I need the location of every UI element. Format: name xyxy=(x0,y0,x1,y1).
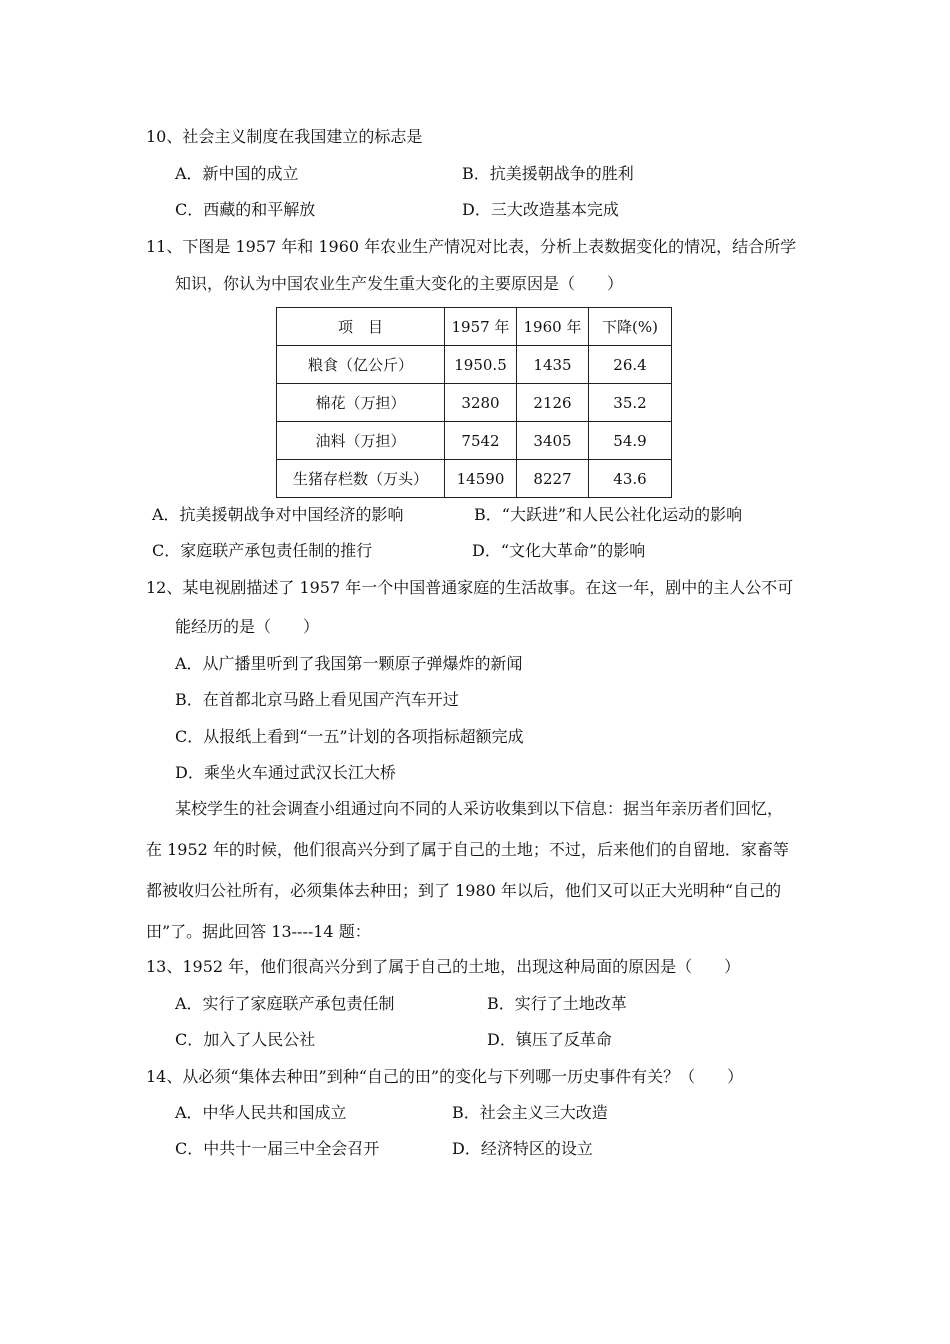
agri-production-table xyxy=(276,307,672,498)
table-cell: 粮食（亿公斤） xyxy=(277,346,445,384)
q10-option-d: D．三大改造基本完成 xyxy=(462,200,619,219)
q11-option-b: B．“大跃进”和人民公社化运动的影响 xyxy=(474,505,743,524)
table-row xyxy=(277,346,672,384)
table-cell: 棉花（万担） xyxy=(277,384,445,422)
table-header-1957: 1957 年 xyxy=(445,308,517,346)
q11-option-a: A．抗美援朝战争对中国经济的影响 xyxy=(152,505,404,524)
q11-option-d: D．“文化大革命”的影响 xyxy=(472,541,646,560)
table-cell: 生猪存栏数（万头） xyxy=(277,460,445,498)
table-cell: 54.9 xyxy=(589,422,672,460)
q11-stem-line1: 11、下图是 1957 年和 1960 年农业生产情况对比表，分析上表数据变化的情况，结合所学 xyxy=(146,237,797,256)
q11-stem-line2: 知识，你认为中国农业生产发生重大变化的主要原因是（ ） xyxy=(175,274,624,293)
table-cell: 2126 xyxy=(517,384,589,422)
q14-option-b: B．社会主义三大改造 xyxy=(452,1103,608,1122)
table-cell: 43.6 xyxy=(589,460,672,498)
table-cell: 1435 xyxy=(517,346,589,384)
q11-option-c: C．家庭联产承包责任制的推行 xyxy=(152,541,373,560)
q10-option-b: B．抗美援朝战争的胜利 xyxy=(462,164,634,183)
table-cell: 7542 xyxy=(445,422,517,460)
table-header-row xyxy=(277,308,672,346)
table-cell: 14590 xyxy=(445,460,517,498)
passage-line1: 某校学生的社会调查小组通过向不同的人采访收集到以下信息：据当年亲历者们回忆， xyxy=(175,799,784,818)
q10-option-c: C．西藏的和平解放 xyxy=(175,200,316,219)
q14-option-d: D．经济特区的设立 xyxy=(452,1139,593,1158)
q14-stem: 14、从必须“集体去种田”到种“自己的田”的变化与下列哪一历史事件有关？（ ） xyxy=(146,1067,744,1086)
passage-line2: 在 1952 年的时候，他们很高兴分到了属于自己的土地；不过，后来他们的自留地．家畜等 xyxy=(146,840,789,859)
q12-option-c: C．从报纸上看到“一五”计划的各项指标超额完成 xyxy=(175,727,524,746)
table-row xyxy=(277,384,672,422)
q10-stem: 10、社会主义制度在我国建立的标志是 xyxy=(146,127,423,146)
table-row xyxy=(277,422,672,460)
q13-option-b: B．实行了土地改革 xyxy=(487,994,627,1013)
table-header-item: 项 目 xyxy=(277,308,445,346)
table-cell: 油料（万担） xyxy=(277,422,445,460)
table-header-1960: 1960 年 xyxy=(517,308,589,346)
table-row xyxy=(277,460,672,498)
table-cell: 1950.5 xyxy=(445,346,517,384)
q13-stem: 13、1952 年，他们很高兴分到了属于自己的土地，出现这种局面的原因是（ ） xyxy=(146,957,741,976)
q12-option-b: B．在首都北京马路上看见国产汽车开过 xyxy=(175,690,459,709)
q14-option-c: C．中共十一届三中全会召开 xyxy=(175,1139,380,1158)
table-cell: 8227 xyxy=(517,460,589,498)
q10-option-a: A．新中国的成立 xyxy=(175,164,299,183)
table-cell: 3405 xyxy=(517,422,589,460)
table-cell: 3280 xyxy=(445,384,517,422)
table-cell: 26.4 xyxy=(589,346,672,384)
q14-option-a: A．中华人民共和国成立 xyxy=(175,1103,347,1122)
table-cell: 35.2 xyxy=(589,384,672,422)
q12-stem-line1: 12、某电视剧描述了 1957 年一个中国普通家庭的生活故事。在这一年，剧中的主人公不可 xyxy=(146,578,794,597)
table-header-decline: 下降(%) xyxy=(589,308,672,346)
q13-option-a: A．实行了家庭联产承包责任制 xyxy=(175,994,395,1013)
passage-line3: 都被收归公社所有，必须集体去种田；到了 1980 年以后，他们又可以正大光明种“自己的 xyxy=(146,881,782,900)
passage-line4: 田”了。据此回答 13----14 题： xyxy=(146,922,371,941)
q12-option-a: A．从广播里听到了我国第一颗原子弹爆炸的新闻 xyxy=(175,654,523,673)
q12-stem-line2: 能经历的是（ ） xyxy=(175,617,320,636)
q13-option-c: C．加入了人民公社 xyxy=(175,1030,316,1049)
q13-option-d: D．镇压了反革命 xyxy=(487,1030,612,1049)
q12-option-d: D．乘坐火车通过武汉长江大桥 xyxy=(175,763,396,782)
